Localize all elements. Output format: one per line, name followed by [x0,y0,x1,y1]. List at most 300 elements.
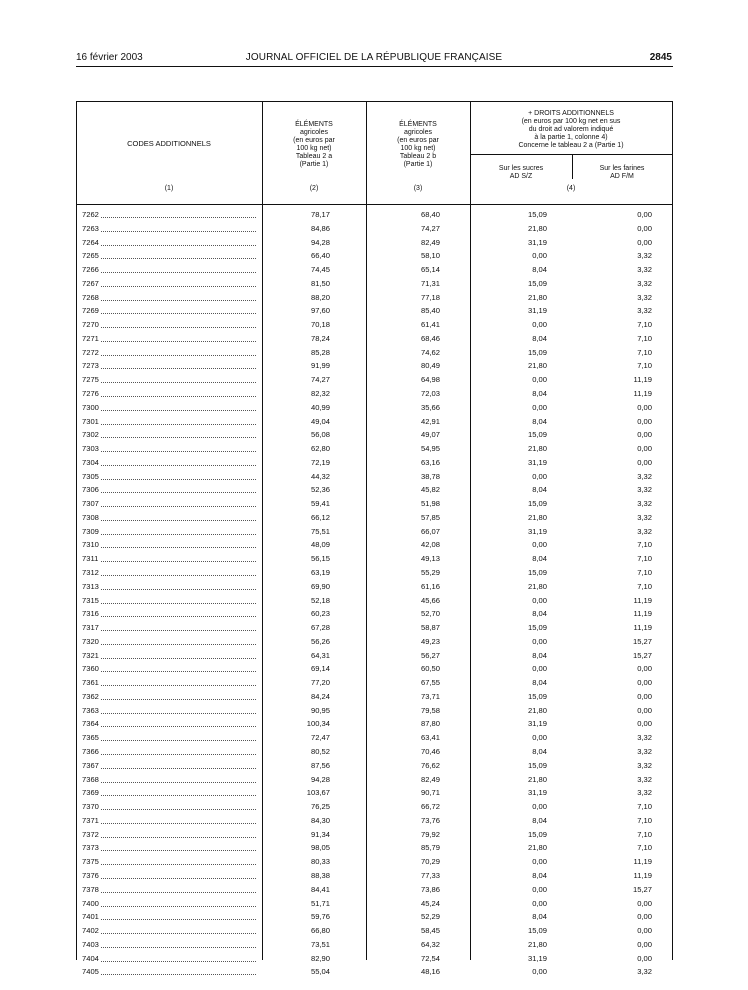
ad-fm-cell: 7,10 [637,829,652,839]
elements-2b-cell: 87,80 [420,719,440,729]
dot-leader [101,451,256,452]
header-line: (en euros par [397,137,439,144]
header-line: (Partie 1) [299,161,329,168]
ad-fm-cell: 3,32 [637,471,652,481]
dot-leader [101,974,256,975]
ad-sz-cell: 15,09 [527,926,547,936]
header-line: Sur les sucres [498,165,544,172]
ad-fm-cell: 0,00 [637,939,652,949]
elements-2b-cell: 54,95 [420,444,440,454]
elements-2b-cell: 52,29 [420,912,440,922]
dot-leader [101,768,256,769]
ad-sz-cell: 0,00 [532,967,547,977]
ad-sz-cell: 15,09 [527,278,547,288]
ad-sz-cell: 0,00 [532,857,547,867]
ad-fm-cell: 3,32 [637,774,652,784]
ad-sz-cell: 21,80 [527,705,547,715]
ad-fm-cell: 11,19 [633,857,652,867]
elements-2a-cell: 70,18 [310,320,330,330]
ad-sz-cell: 31,19 [527,953,547,963]
dot-leader [101,795,256,796]
elements-2a-cell: 103,67 [306,788,330,798]
elements-2a-cell: 56,08 [310,430,330,440]
elements-2a-cell: 94,28 [310,774,330,784]
table-row [76,442,673,456]
table-row [76,869,673,883]
elements-2b-cell: 61,16 [420,581,440,591]
dot-leader [101,424,256,425]
tariff-table [76,101,673,977]
table-row [76,373,673,387]
dot-leader [101,465,256,466]
elements-2b-cell: 49,07 [420,430,440,440]
elements-2a-cell: 64,31 [310,650,330,660]
elements-2b-cell: 58,87 [420,623,440,633]
elements-2b-cell: 68,46 [420,333,440,343]
elements-2a-cell: 44,32 [310,471,330,481]
code-cell: 7404 [82,953,99,963]
journal-title: JOURNAL OFFICIEL DE LA RÉPUBLIQUE FRANÇAISE [245,52,503,63]
table-row [76,511,673,525]
ad-fm-cell: 3,32 [637,485,652,495]
dot-leader [101,685,256,686]
dot-leader [101,754,256,755]
ad-sz-cell: 8,04 [532,747,547,757]
ad-fm-cell: 0,00 [637,430,652,440]
ad-sz-cell: 8,04 [532,416,547,426]
ad-fm-cell: 7,10 [637,554,652,564]
ad-fm-cell: 3,32 [637,251,652,261]
table-row [76,635,673,649]
code-cell: 7403 [82,939,99,949]
elements-2a-cell: 88,20 [310,292,330,302]
dot-leader [101,258,256,259]
ad-sz-cell: 0,00 [532,636,547,646]
elements-2a-cell: 60,23 [310,609,330,619]
ad-sz-cell: 0,00 [532,884,547,894]
dot-leader [101,437,256,438]
elements-2b-cell: 80,49 [420,361,440,371]
dot-leader [101,713,256,714]
table-row [76,759,673,773]
ad-fm-cell: 7,10 [637,361,652,371]
dot-leader [101,809,256,810]
elements-2b-cell: 45,66 [420,595,440,605]
elements-2b-cell: 67,55 [420,678,440,688]
header-sur-les-farines [572,165,672,181]
code-cell: 7360 [82,664,99,674]
elements-2b-cell: 49,13 [420,554,440,564]
elements-2b-cell: 70,29 [420,857,440,867]
elements-2b-cell: 74,27 [420,223,440,233]
ad-fm-cell: 7,10 [637,540,652,550]
code-cell: 7303 [82,444,99,454]
ad-fm-cell: 3,32 [637,499,652,509]
elements-2a-cell: 59,41 [310,499,330,509]
elements-2b-cell: 82,49 [420,237,440,247]
dot-leader [101,864,256,865]
elements-2a-cell: 80,52 [310,747,330,757]
elements-2a-cell: 73,51 [310,939,330,949]
code-cell: 7370 [82,802,99,812]
ad-fm-cell: 3,32 [637,788,652,798]
elements-2b-cell: 52,70 [420,609,440,619]
ad-sz-cell: 0,00 [532,733,547,743]
code-cell: 7363 [82,705,99,715]
dot-leader [101,933,256,934]
ad-fm-cell: 3,32 [637,512,652,522]
header-droits-additionnels [470,110,672,150]
ad-fm-cell: 7,10 [637,802,652,812]
header-line: agricoles [403,129,432,136]
elements-2b-cell: 45,82 [420,485,440,495]
ad-fm-cell: 7,10 [637,581,652,591]
table-row [76,828,673,842]
ad-fm-cell: 3,32 [637,278,652,288]
code-cell: 7378 [82,884,99,894]
code-cell: 7311 [82,554,99,564]
ad-sz-cell: 0,00 [532,251,547,261]
elements-2b-cell: 85,79 [420,843,440,853]
ad-sz-cell: 15,09 [527,760,547,770]
ad-sz-cell: 0,00 [532,595,547,605]
ad-fm-cell: 0,00 [637,444,652,454]
dot-leader [101,355,256,356]
code-cell: 7371 [82,815,99,825]
ad-sz-cell: 15,09 [527,829,547,839]
ad-fm-cell: 0,00 [637,691,652,701]
dot-leader [101,245,256,246]
elements-2b-cell: 45,24 [420,898,440,908]
elements-2b-cell: 64,98 [420,375,440,385]
ad-sz-cell: 21,80 [527,843,547,853]
elements-2b-cell: 79,58 [420,705,440,715]
dot-leader [101,341,256,342]
code-cell: 7309 [82,526,99,536]
elements-2a-cell: 91,34 [310,829,330,839]
table-row [76,662,673,676]
ad-sz-cell: 31,19 [527,788,547,798]
ad-sz-cell: 31,19 [527,237,547,247]
elements-2a-cell: 90,95 [310,705,330,715]
dot-leader [101,382,256,383]
code-cell: 7267 [82,278,99,288]
ad-fm-cell: 7,10 [637,843,652,853]
code-cell: 7269 [82,306,99,316]
elements-2a-cell: 100,34 [306,719,330,729]
dot-leader [101,947,256,948]
code-cell: 7306 [82,485,99,495]
header-line: (en euros par 100 kg net en sus [521,118,621,125]
ad-fm-cell: 3,32 [637,747,652,757]
elements-2a-cell: 48,09 [310,540,330,550]
header-line: (en euros par [293,137,335,144]
elements-2a-cell: 98,05 [310,843,330,853]
elements-2a-cell: 77,20 [310,678,330,688]
elements-2a-cell: 88,38 [310,870,330,880]
ad-fm-cell: 11,19 [633,609,652,619]
code-cell: 7271 [82,333,99,343]
column-number-1: (1) [164,185,174,192]
table-row [76,607,673,621]
code-cell: 7275 [82,375,99,385]
code-cell: 7272 [82,347,99,357]
table-row [76,304,673,318]
ad-fm-cell: 0,00 [637,210,652,219]
table-row [76,249,673,263]
code-cell: 7366 [82,747,99,757]
ad-fm-cell: 0,00 [637,705,652,715]
dot-leader [101,837,256,838]
dot-leader [101,740,256,741]
elements-2a-cell: 75,51 [310,526,330,536]
elements-2a-cell: 80,33 [310,857,330,867]
elements-2a-cell: 74,27 [310,375,330,385]
table-row [76,263,673,277]
ad-sz-cell: 0,00 [532,471,547,481]
elements-2a-cell: 81,50 [310,278,330,288]
table-row [76,208,673,222]
code-cell: 7400 [82,898,99,908]
ad-sz-cell: 8,04 [532,870,547,880]
code-cell: 7264 [82,237,99,247]
elements-2a-cell: 84,86 [310,223,330,233]
code-cell: 7361 [82,678,99,688]
dot-leader [101,534,256,535]
ad-sz-cell: 21,80 [527,361,547,371]
table-row [76,649,673,663]
header-line: Concerne le tableau 2 a (Partie 1) [518,142,624,149]
elements-2b-cell: 85,40 [420,306,440,316]
code-cell: 7369 [82,788,99,798]
elements-2b-cell: 73,76 [420,815,440,825]
ad-fm-cell: 7,10 [637,320,652,330]
elements-2a-cell: 85,28 [310,347,330,357]
ad-sz-cell: 21,80 [527,292,547,302]
table-row [76,236,673,250]
ad-sz-cell: 0,00 [532,898,547,908]
table-header-separator [76,204,673,205]
ad-sz-cell: 8,04 [532,485,547,495]
ad-sz-cell: 15,09 [527,210,547,219]
table-row [76,731,673,745]
table-row [76,745,673,759]
code-cell: 7265 [82,251,99,261]
dot-leader [101,547,256,548]
elements-2b-cell: 63,41 [420,733,440,743]
droits-subheader-separator [470,154,672,155]
dot-leader [101,630,256,631]
dot-leader [101,410,256,411]
ad-sz-cell: 31,19 [527,306,547,316]
header-elements-agricoles-2b [366,121,470,169]
elements-2b-cell: 48,16 [420,967,440,977]
elements-2b-cell: 77,18 [420,292,440,302]
code-cell: 7401 [82,912,99,922]
ad-fm-cell: 0,00 [637,912,652,922]
elements-2b-cell: 66,07 [420,526,440,536]
code-cell: 7263 [82,223,99,233]
elements-2a-cell: 69,90 [310,581,330,591]
ad-fm-cell: 0,00 [637,237,652,247]
ad-sz-cell: 8,04 [532,912,547,922]
elements-2a-cell: 49,04 [310,416,330,426]
ad-fm-cell: 0,00 [637,678,652,688]
header-line: AD S/Z [509,173,533,180]
elements-2b-cell: 35,66 [420,402,440,412]
header-line: à la partie 1, colonne 4) [534,134,608,141]
elements-2a-cell: 63,19 [310,568,330,578]
code-cell: 7302 [82,430,99,440]
code-cell: 7262 [82,210,99,219]
header-date: 16 février 2003 [76,52,143,63]
code-cell: 7300 [82,402,99,412]
elements-2a-cell: 82,32 [310,389,330,398]
table-row [76,924,673,938]
elements-2b-cell: 58,45 [420,926,440,936]
ad-fm-cell: 11,19 [633,375,652,385]
dot-leader [101,575,256,576]
elements-2b-cell: 79,92 [420,829,440,839]
ad-fm-cell: 0,00 [637,416,652,426]
elements-2b-cell: 60,50 [420,664,440,674]
table-top-border [76,101,673,102]
ad-fm-cell: 0,00 [637,953,652,963]
ad-fm-cell: 15,27 [632,636,652,646]
elements-2a-cell: 78,24 [310,333,330,343]
ad-fm-cell: 7,10 [637,568,652,578]
dot-leader [101,726,256,727]
table-row [76,704,673,718]
ad-fm-cell: 3,32 [637,265,652,275]
ad-sz-cell: 0,00 [532,375,547,385]
code-cell: 7312 [82,568,99,578]
elements-2b-cell: 71,31 [420,278,440,288]
table-row [76,594,673,608]
elements-2a-cell: 56,26 [310,636,330,646]
table-row [76,483,673,497]
dot-leader [101,603,256,604]
table-row [76,428,673,442]
dot-leader [101,272,256,273]
elements-2b-cell: 77,33 [420,870,440,880]
ad-sz-cell: 8,04 [532,265,547,275]
elements-2b-cell: 38,78 [420,471,440,481]
elements-2a-cell: 84,24 [310,691,330,701]
ad-fm-cell: 7,10 [637,333,652,343]
ad-fm-cell: 11,19 [633,389,652,398]
table-row [76,415,673,429]
dot-leader [101,217,256,218]
elements-2a-cell: 55,04 [310,967,330,977]
code-cell: 7308 [82,512,99,522]
dot-leader [101,850,256,851]
table-row [76,291,673,305]
elements-2a-cell: 94,28 [310,237,330,247]
ad-sz-cell: 31,19 [527,526,547,536]
elements-2a-cell: 40,99 [310,402,330,412]
ad-sz-cell: 15,09 [527,691,547,701]
header-line: 100 kg net) [296,145,332,152]
ad-sz-cell: 0,00 [532,320,547,330]
ad-fm-cell: 11,19 [633,595,652,605]
table-row [76,525,673,539]
ad-fm-cell: 3,32 [637,306,652,316]
dot-leader [101,561,256,562]
dot-leader [101,919,256,920]
dot-leader [101,300,256,301]
elements-2a-cell: 78,17 [310,210,330,219]
table-row [76,222,673,236]
table-row [76,855,673,869]
dot-leader [101,616,256,617]
header-codes-additionnels: CODES ADDITIONNELS [127,139,211,148]
column-number-3: (3) [413,185,423,192]
ad-sz-cell: 21,80 [527,512,547,522]
ad-fm-cell: 3,32 [637,967,652,977]
code-cell: 7317 [82,623,99,633]
ad-fm-cell: 11,19 [633,870,652,880]
elements-2b-cell: 64,32 [420,939,440,949]
code-cell: 7315 [82,595,99,605]
ad-sz-cell: 0,00 [532,402,547,412]
elements-2a-cell: 87,56 [310,760,330,770]
elements-2b-cell: 73,71 [420,691,440,701]
dot-leader [101,671,256,672]
ad-sz-cell: 0,00 [532,540,547,550]
ad-sz-cell: 8,04 [532,554,547,564]
table-row [76,277,673,291]
elements-2b-cell: 42,08 [420,540,440,550]
elements-2a-cell: 67,28 [310,623,330,633]
table-row [76,456,673,470]
ad-sz-cell: 21,80 [527,774,547,784]
dot-leader [101,520,256,521]
ad-sz-cell: 8,04 [532,678,547,688]
code-cell: 7305 [82,471,99,481]
code-cell: 7316 [82,609,99,619]
header-line: Tableau 2 b [399,153,437,160]
code-cell: 7375 [82,857,99,867]
table-row [76,346,673,360]
ad-sz-cell: 21,80 [527,581,547,591]
header-rule [76,66,673,67]
code-cell: 7376 [82,870,99,880]
header-line: Sur les farines [599,165,645,172]
column-number-4: (4) [566,185,576,192]
elements-2a-cell: 74,45 [310,265,330,275]
table-row [76,965,673,979]
ad-sz-cell: 15,09 [527,430,547,440]
elements-2a-cell: 52,36 [310,485,330,495]
ad-sz-cell: 31,19 [527,719,547,729]
header-elements-agricoles-2a [262,121,366,169]
table-row [76,814,673,828]
code-cell: 7307 [82,499,99,509]
code-cell: 7365 [82,733,99,743]
code-cell: 7276 [82,389,99,398]
dot-leader [101,327,256,328]
elements-2a-cell: 59,76 [310,912,330,922]
table-row [76,359,673,373]
elements-2b-cell: 42,91 [420,416,440,426]
table-row [76,676,673,690]
elements-2a-cell: 82,90 [310,953,330,963]
header-line: agricoles [299,129,328,136]
elements-2b-cell: 73,86 [420,884,440,894]
ad-sz-cell: 0,00 [532,802,547,812]
elements-2b-cell: 61,41 [420,320,440,330]
